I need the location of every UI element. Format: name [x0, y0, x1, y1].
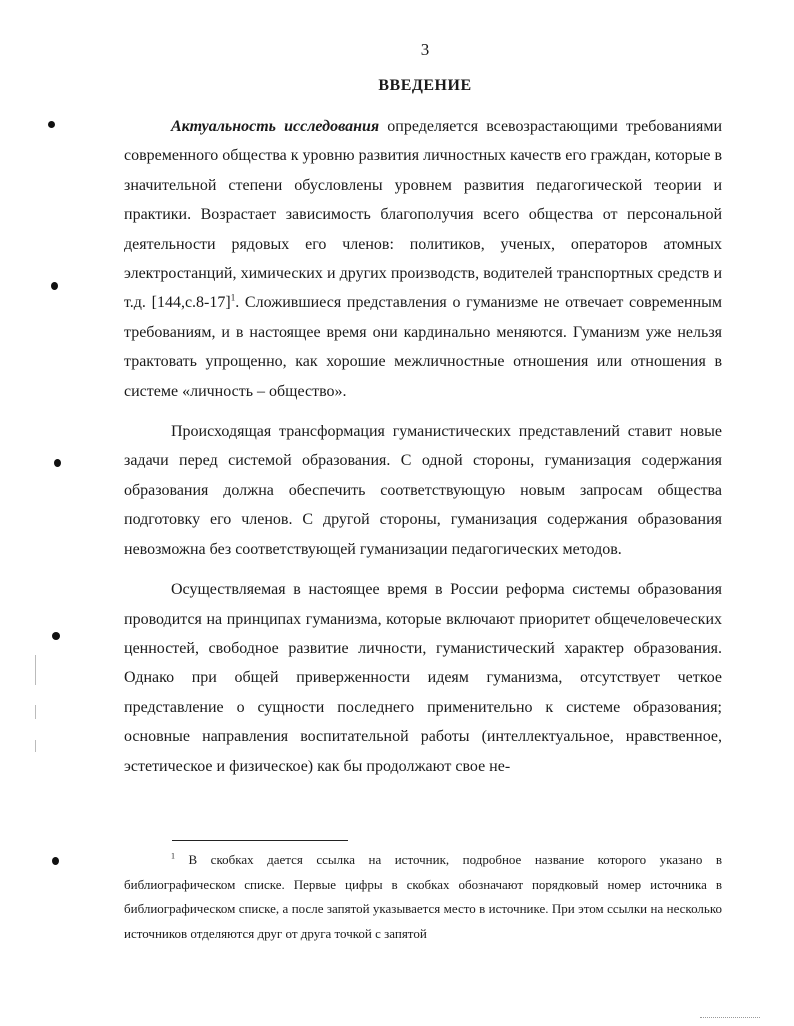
- footnote-text: [124, 848, 722, 946]
- binding-hole-mark: [48, 121, 55, 128]
- footnote: [124, 848, 722, 946]
- page-number: 3: [420, 40, 430, 59]
- margin-scan-line: [35, 740, 36, 752]
- paragraph-text: . Сложившиеся представления о гуманизме не отвечает современным требованиям, и в настоящее время они кардинально меняются. Гуманизм уже нельзя трактовать упрощенно, как хорошие межличностные отношения или отношения в системе «личность – общество».: [124, 294, 723, 400]
- margin-scan-line: [35, 655, 36, 685]
- binding-hole-mark: [52, 632, 60, 640]
- paragraph-lead: Актуальность исследования: [171, 118, 380, 135]
- footnote-separator: [172, 840, 348, 841]
- footnote-body: В скобках дается ссылка на источник, подробное название которого указано в библиографическом списке. Первые цифры в скобках обозначают порядковый номер источника в библиографическом списке, а после запятой указывается место в источнике. При этом ссылки на несколько источников отделяются друг от друга точкой с запятой: [124, 852, 722, 941]
- body-text: [124, 112, 722, 781]
- margin-scan-line: [35, 705, 36, 719]
- paragraph: [124, 112, 722, 406]
- binding-hole-mark: [51, 282, 58, 290]
- bottom-scan-line: [700, 1017, 760, 1018]
- paragraph: Происходящая трансформация гуманистических представлений ставит новые задачи перед системой образования. С одной стороны, гуманизация содержания образования должна обеспечить соответствующую новым запросам общества подготовку его членов. С другой стороны, гуманизация содержания образования невозможна без соответствующей гуманизации педагогических методов.: [124, 423, 722, 558]
- binding-hole-mark: [52, 857, 59, 865]
- footnote-mark: 1: [171, 851, 175, 861]
- paragraph: Осуществляемая в настоящее время в России реформа системы образования проводится на принципах гуманизма, которые включают приоритет общечеловеческих ценностей, свободное развитие личности, гуманистический характер образования. Однако при общей приверженности идеям гуманизма, отсутствует четкое представление о сущности последнего применительно к системе образования; основные направления воспитательной работы (интеллектуальное, нравственное, эстетическое и физическое) как бы продолжают свое не-: [124, 581, 722, 775]
- binding-hole-mark: [54, 459, 61, 467]
- footnote-reference: 1: [230, 293, 236, 304]
- paragraph-text: определяется всевозрастающими требованиями современного общества к уровню развития личностных качеств его граждан, которые в значительной степени обусловлены уровнем развития педагогической теории и практики. Возрастает зависимость благополучия всего общества от персональной деятельности рядовых его членов: политиков, ученых, операторов атомных электростанций, химических и других производств, водителей транспортных средств и т.д. [144,с.8-17]: [124, 118, 723, 312]
- section-heading: ВВЕДЕНИЕ: [378, 77, 472, 94]
